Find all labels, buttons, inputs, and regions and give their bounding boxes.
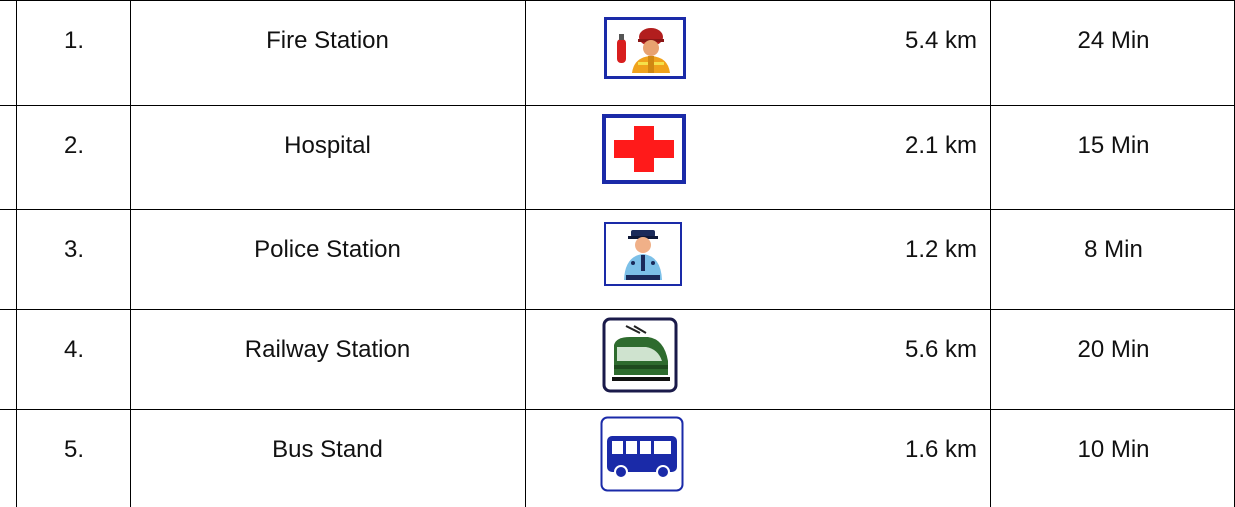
travel-time: 20 Min: [1077, 336, 1150, 363]
row-number: 3.: [64, 236, 85, 263]
train-icon: [602, 317, 678, 393]
distance-value: 5.4 km: [904, 27, 977, 54]
distance-value: 5.6 km: [904, 336, 977, 363]
bus-icon: [600, 416, 684, 492]
travel-time: 10 Min: [1077, 436, 1150, 463]
table-row: [0, 105, 1235, 209]
row-number: 1.: [64, 27, 85, 54]
facility-name: Bus Stand: [272, 436, 383, 463]
distance-value: 1.6 km: [904, 436, 977, 463]
table-row: [0, 209, 1235, 309]
firefighter-icon: [604, 17, 686, 79]
row-number: 5.: [64, 436, 85, 463]
table-row: [0, 309, 1235, 409]
travel-time: 24 Min: [1077, 27, 1150, 54]
table-row: [0, 0, 1235, 105]
distance-value: 1.2 km: [904, 236, 977, 263]
facility-name: Railway Station: [244, 336, 411, 363]
facility-name: Police Station: [254, 236, 401, 263]
travel-time: 8 Min: [1084, 236, 1143, 263]
table-row: [0, 409, 1235, 507]
row-number: 2.: [64, 132, 85, 159]
facility-name: Fire Station: [266, 27, 389, 54]
distance-value: 2.1 km: [904, 132, 977, 159]
facility-name: Hospital: [284, 132, 371, 159]
row-number: 4.: [64, 336, 85, 363]
police-officer-icon: [604, 222, 682, 286]
red-cross-icon: [602, 114, 686, 184]
travel-time: 15 Min: [1077, 132, 1150, 159]
